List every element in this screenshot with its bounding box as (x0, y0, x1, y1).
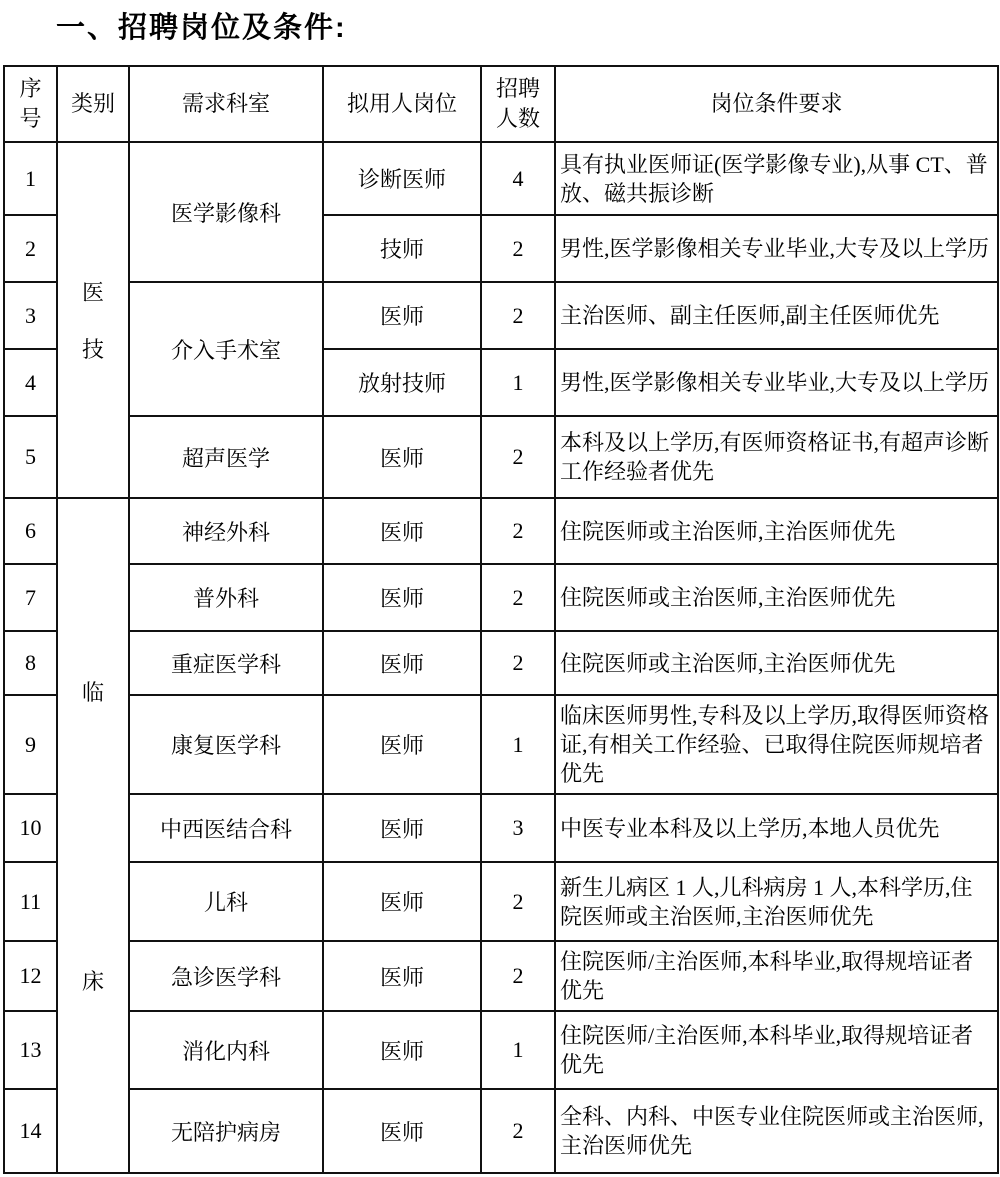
page-title: 一、招聘岗位及条件: (56, 12, 347, 44)
category-label (62, 276, 124, 364)
row-index: 13 (4, 1011, 57, 1089)
table-row (4, 794, 998, 862)
requirement-cell: 住院医师或主治医师,主治医师优先 (555, 498, 998, 564)
position-cell: 医师 (323, 564, 481, 631)
position-cell: 诊断医师 (323, 142, 481, 215)
department-cell: 康复医学科 (129, 695, 323, 794)
category-char: 医 (81, 280, 104, 305)
headcount-cell: 2 (481, 498, 555, 564)
category-char: 床 (81, 968, 104, 994)
category-cell-clinical (57, 498, 129, 1173)
headcount-cell: 2 (481, 215, 555, 282)
table-row (4, 564, 998, 631)
requirement-cell: 住院医师或主治医师,主治医师优先 (555, 631, 998, 695)
requirement-cell: 具有执业医师证(医学影像专业),从事 CT、普放、磁共振诊断 (555, 142, 998, 215)
headcount-cell: 2 (481, 1089, 555, 1173)
position-cell: 医师 (323, 282, 481, 349)
row-index: 10 (4, 794, 57, 862)
row-index: 5 (4, 416, 57, 498)
requirement-cell: 住院医师/主治医师,本科毕业,取得规培证者优先 (555, 941, 998, 1011)
table-row (4, 1011, 998, 1089)
row-index: 4 (4, 349, 57, 416)
requirement-cell: 新生儿病区 1 人,儿科病房 1 人,本科学历,住院医师或主治医师,主治医师优先 (555, 862, 998, 941)
row-index: 1 (4, 142, 57, 215)
row-index: 11 (4, 862, 57, 941)
requirement-cell: 中医专业本科及以上学历,本地人员优先 (555, 794, 998, 862)
table-row (4, 941, 998, 1011)
position-cell: 医师 (323, 1089, 481, 1173)
col-header-requirements: 岗位条件要求 (555, 66, 998, 142)
col-header-category: 类别 (57, 66, 129, 142)
headcount-cell: 2 (481, 862, 555, 941)
department-cell: 无陪护病房 (129, 1089, 323, 1173)
requirement-cell: 全科、内科、中医专业住院医师或主治医师,主治医师优先 (555, 1089, 998, 1173)
position-cell: 医师 (323, 941, 481, 1011)
headcount-cell: 2 (481, 631, 555, 695)
table-header-row (4, 66, 998, 142)
headcount-cell: 3 (481, 794, 555, 862)
headcount-cell: 2 (481, 564, 555, 631)
col-header-headcount: 招聘人数 (481, 66, 555, 142)
requirement-cell: 男性,医学影像相关专业毕业,大专及以上学历 (555, 349, 998, 416)
department-cell: 医学影像科 (129, 142, 323, 282)
headcount-cell: 2 (481, 416, 555, 498)
row-index: 14 (4, 1089, 57, 1173)
headcount-cell: 1 (481, 695, 555, 794)
department-cell: 介入手术室 (129, 282, 323, 416)
row-index: 12 (4, 941, 57, 1011)
col-header-index: 序号 (4, 66, 57, 142)
headcount-cell: 2 (481, 941, 555, 1011)
row-index: 8 (4, 631, 57, 695)
requirement-cell: 住院医师/主治医师,本科毕业,取得规培证者优先 (555, 1011, 998, 1089)
table-row (4, 862, 998, 941)
requirement-cell: 本科及以上学历,有医师资格证书,有超声诊断工作经验者优先 (555, 416, 998, 498)
position-cell: 技师 (323, 215, 481, 282)
table-row (4, 282, 998, 349)
department-cell: 重症医学科 (129, 631, 323, 695)
category-label (62, 676, 124, 996)
department-cell: 超声医学 (129, 416, 323, 498)
position-cell: 医师 (323, 695, 481, 794)
table-row (4, 498, 998, 564)
position-cell: 医师 (323, 862, 481, 941)
requirement-cell: 男性,医学影像相关专业毕业,大专及以上学历 (555, 215, 998, 282)
col-header-position: 拟用人岗位 (323, 66, 481, 142)
headcount-cell: 1 (481, 349, 555, 416)
position-cell: 放射技师 (323, 349, 481, 416)
row-index: 9 (4, 695, 57, 794)
requirement-cell: 住院医师或主治医师,主治医师优先 (555, 564, 998, 631)
table-row (4, 142, 998, 215)
department-cell: 儿科 (129, 862, 323, 941)
requirement-cell: 临床医师男性,专科及以上学历,取得医师资格证,有相关工作经验、已取得住院医师规培者优先 (555, 695, 998, 794)
category-char: 临 (81, 679, 104, 705)
department-cell: 神经外科 (129, 498, 323, 564)
row-index: 7 (4, 564, 57, 631)
position-cell: 医师 (323, 1011, 481, 1089)
table-row (4, 416, 998, 498)
table-row (4, 695, 998, 794)
headcount-cell: 4 (481, 142, 555, 215)
requirement-cell: 主治医师、副主任医师,副主任医师优先 (555, 282, 998, 349)
position-cell: 医师 (323, 794, 481, 862)
position-cell: 医师 (323, 631, 481, 695)
category-char: 技 (81, 337, 104, 362)
row-index: 2 (4, 215, 57, 282)
row-index: 3 (4, 282, 57, 349)
department-cell: 消化内科 (129, 1011, 323, 1089)
headcount-cell: 1 (481, 1011, 555, 1089)
row-index: 6 (4, 498, 57, 564)
headcount-cell: 2 (481, 282, 555, 349)
table-row (4, 631, 998, 695)
position-cell: 医师 (323, 416, 481, 498)
department-cell: 急诊医学科 (129, 941, 323, 1011)
table-row (4, 1089, 998, 1173)
recruitment-table (3, 65, 999, 1174)
col-header-department: 需求科室 (129, 66, 323, 142)
category-cell-medtech (57, 142, 129, 498)
department-cell: 中西医结合科 (129, 794, 323, 862)
department-cell: 普外科 (129, 564, 323, 631)
position-cell: 医师 (323, 498, 481, 564)
